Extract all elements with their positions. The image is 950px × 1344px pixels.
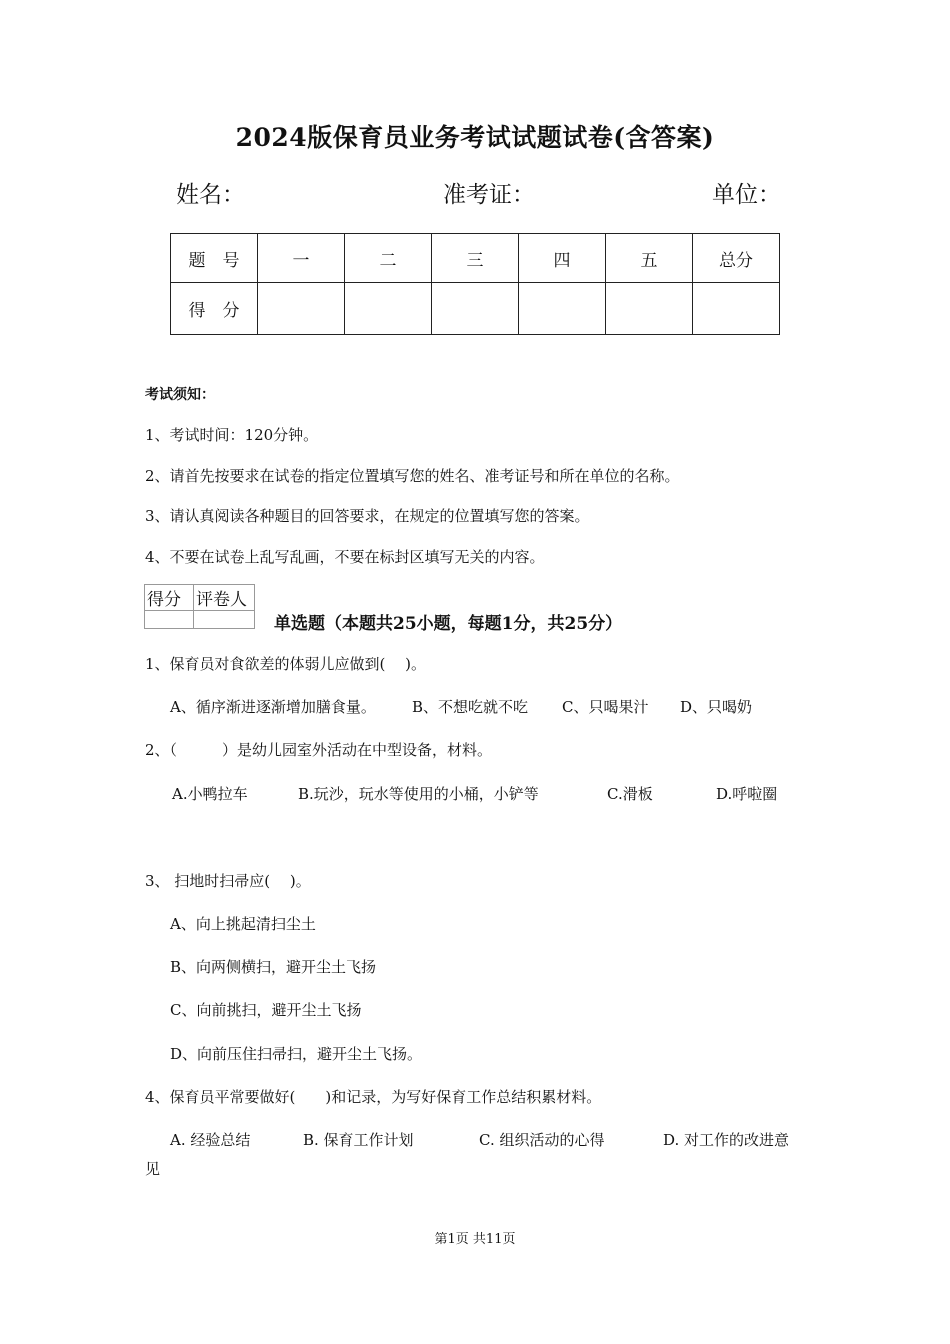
grader-box-score-cell bbox=[145, 611, 194, 629]
score-row-label: 得 分 bbox=[171, 283, 258, 335]
grader-box-grader-label: 评卷人 bbox=[194, 585, 255, 611]
question-2-stem: 2、（ ）是幼儿园室外活动在中型设备，材料。 bbox=[145, 741, 493, 759]
question-3-option-b: B、向两侧横扫，避开尘土飞扬 bbox=[170, 958, 377, 976]
question-4-option-d-wrap: 见 bbox=[145, 1160, 161, 1178]
score-cell bbox=[606, 283, 693, 335]
header-cell-1: 一 bbox=[258, 234, 345, 283]
score-cell bbox=[519, 283, 606, 335]
score-cell bbox=[432, 283, 519, 335]
header-cell-5: 五 bbox=[606, 234, 693, 283]
header-cell-3: 三 bbox=[432, 234, 519, 283]
notice-item-4: 4、不要在试卷上乱写乱画，不要在标封区填写无关的内容。 bbox=[145, 548, 545, 566]
header-cell-number: 题 号 bbox=[171, 234, 258, 283]
question-2-option-c: C.滑板 bbox=[607, 785, 653, 803]
score-cell bbox=[693, 283, 780, 335]
question-4-option-d: D. 对工作的改进意 bbox=[663, 1131, 790, 1149]
notice-item-1: 1、考试时间：120分钟。 bbox=[145, 426, 319, 444]
question-3-option-d: D、向前压住扫帚扫，避开尘土飞扬。 bbox=[170, 1045, 423, 1063]
question-3-option-a: A、向上挑起清扫尘土 bbox=[170, 915, 316, 933]
unit-label: 单位： bbox=[712, 182, 781, 208]
question-1-stem: 1、保育员对食欲差的体弱儿应做到( )。 bbox=[145, 655, 427, 673]
question-1-option-c: C、只喝果汁 bbox=[562, 698, 649, 716]
notice-title: 考试须知： bbox=[145, 387, 215, 403]
exam-id-label: 准考证： bbox=[443, 182, 535, 208]
score-table bbox=[170, 233, 780, 335]
section-title: 单选题（本题共25小题，每题1分，共25分） bbox=[274, 614, 623, 634]
question-1-option-d: D、只喝奶 bbox=[680, 698, 753, 716]
question-3-option-c: C、向前挑扫，避开尘土飞扬 bbox=[170, 1001, 362, 1019]
notice-item-3: 3、请认真阅读各种题目的回答要求，在规定的位置填写您的答案。 bbox=[145, 507, 590, 525]
score-cell bbox=[258, 283, 345, 335]
grader-box bbox=[144, 584, 255, 629]
notice-item-2: 2、请首先按要求在试卷的指定位置填写您的姓名、准考证号和所在单位的名称。 bbox=[145, 467, 680, 485]
grader-box-score-label: 得分 bbox=[145, 585, 194, 611]
page-title: 2024版保育员业务考试试题试卷(含答案) bbox=[235, 123, 715, 152]
question-2-option-b: B.玩沙，玩水等使用的小桶，小铲等 bbox=[298, 785, 539, 803]
question-4-option-b: B. 保育工作计划 bbox=[303, 1131, 414, 1149]
question-1-option-a: A、循序渐进逐渐增加膳食量。 bbox=[170, 698, 376, 716]
question-2-option-a: A.小鸭拉车 bbox=[172, 785, 248, 803]
score-table-header-row bbox=[171, 234, 780, 283]
question-4-option-a: A. 经验总结 bbox=[170, 1131, 251, 1149]
score-cell bbox=[345, 283, 432, 335]
grader-box-grader-cell bbox=[194, 611, 255, 629]
question-4-option-c: C. 组织活动的心得 bbox=[479, 1131, 605, 1149]
question-2-option-d: D.呼啦圈 bbox=[716, 785, 778, 803]
name-label: 姓名： bbox=[176, 182, 245, 208]
score-table-score-row bbox=[171, 283, 780, 335]
header-cell-4: 四 bbox=[519, 234, 606, 283]
question-4-stem: 4、保育员平常要做好( )和记录，为写好保育工作总结积累材料。 bbox=[145, 1088, 602, 1106]
question-3-stem: 3、 扫地时扫帚应( )。 bbox=[145, 872, 311, 890]
question-1-option-b: B、不想吃就不吃 bbox=[412, 698, 529, 716]
header-cell-2: 二 bbox=[345, 234, 432, 283]
header-cell-total: 总分 bbox=[693, 234, 780, 283]
page-footer: 第1页 共11页 bbox=[434, 1232, 516, 1247]
